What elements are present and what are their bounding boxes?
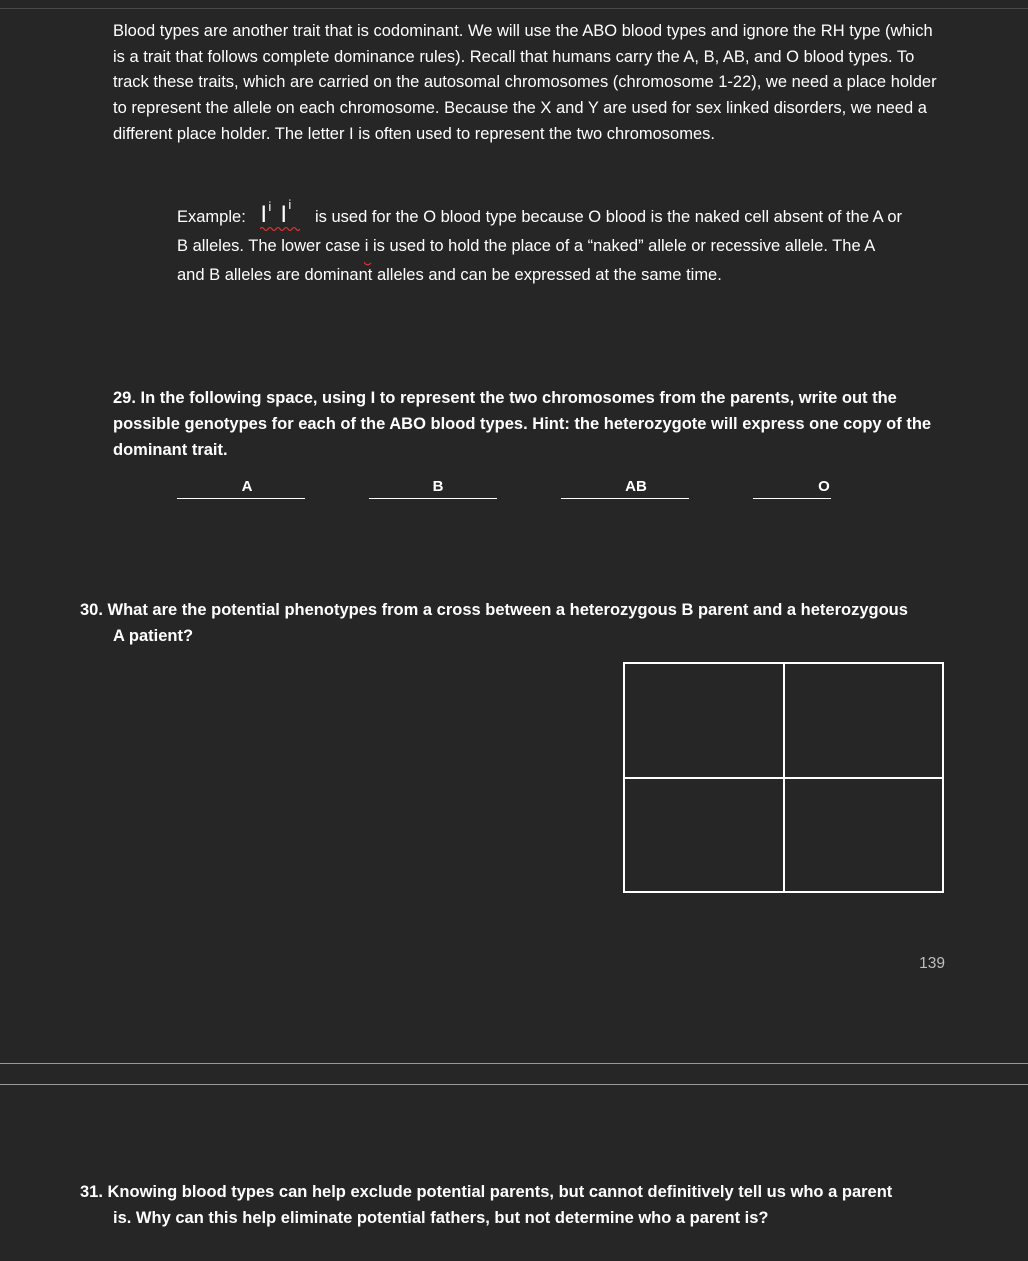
page-top-rule: [0, 8, 1028, 9]
spellcheck-squiggle-icon: [260, 226, 300, 232]
page-break-rule-top: [0, 1063, 1028, 1064]
punnett-cell[interactable]: [624, 778, 784, 893]
punnett-cell[interactable]: [784, 663, 944, 778]
example-text-line3: and B alleles are dominant alleles and can be expressed at the same time.: [177, 266, 722, 284]
example-label: Example:: [177, 208, 246, 226]
question-31: 31. Knowing blood types can help exclude potential parents, but cannot definitively tell us who a parent is. Why can this help eliminate potential fathers, but not determine who a parent is?: [80, 1183, 893, 1227]
intro-paragraph: Blood types are another trait that is codominant. We will use the ABO blood types and ignore the RH type (which is a trait that follows complete dominance rules). Recall that humans carry the A, B, AB, and O blood types. To track these traits, which are carried on the autosomal chromosomes (chromosome 1-22), we need a place holder to represent the allele on each chromosome. Because the X and Y are used for sex linked disorders, we need a different place holder. The letter I is often used to represent the two chromosomes.: [113, 22, 937, 143]
genotype-blank-ab[interactable]: AB: [561, 478, 689, 499]
page-number: 139: [919, 955, 945, 972]
genotype-blank-o[interactable]: O: [753, 478, 831, 499]
punnett-cell[interactable]: [624, 663, 784, 778]
question-29: 29. In the following space, using I to represent the two chromosomes from the parents, write out the possible genotypes for each of the ABO blood types. Hint: the heterozygote will express one copy of the dominant trait.: [113, 389, 932, 459]
punnett-cell[interactable]: [784, 778, 944, 893]
question-30: 30. What are the potential phenotypes from a cross between a heterozygous B parent and a heterozygous A patient?: [80, 601, 908, 645]
example-text-line1: is used for the O blood type because O blood is the naked cell absent of the A or: [314, 208, 903, 226]
punnett-square: [623, 662, 944, 893]
spellcheck-squiggle-icon: [364, 261, 372, 267]
example-block: [177, 197, 957, 290]
example-text-line2: B alleles. The lower case i is used to hold the place of a “naked” allele or recessive allele. The A: [177, 232, 957, 261]
genotype-blank-a[interactable]: A: [177, 478, 305, 499]
genotype-blank-b[interactable]: B: [369, 478, 497, 499]
allele-notation-glyph: I i I i: [260, 202, 306, 226]
page-break-rule-bottom: [0, 1084, 1028, 1085]
